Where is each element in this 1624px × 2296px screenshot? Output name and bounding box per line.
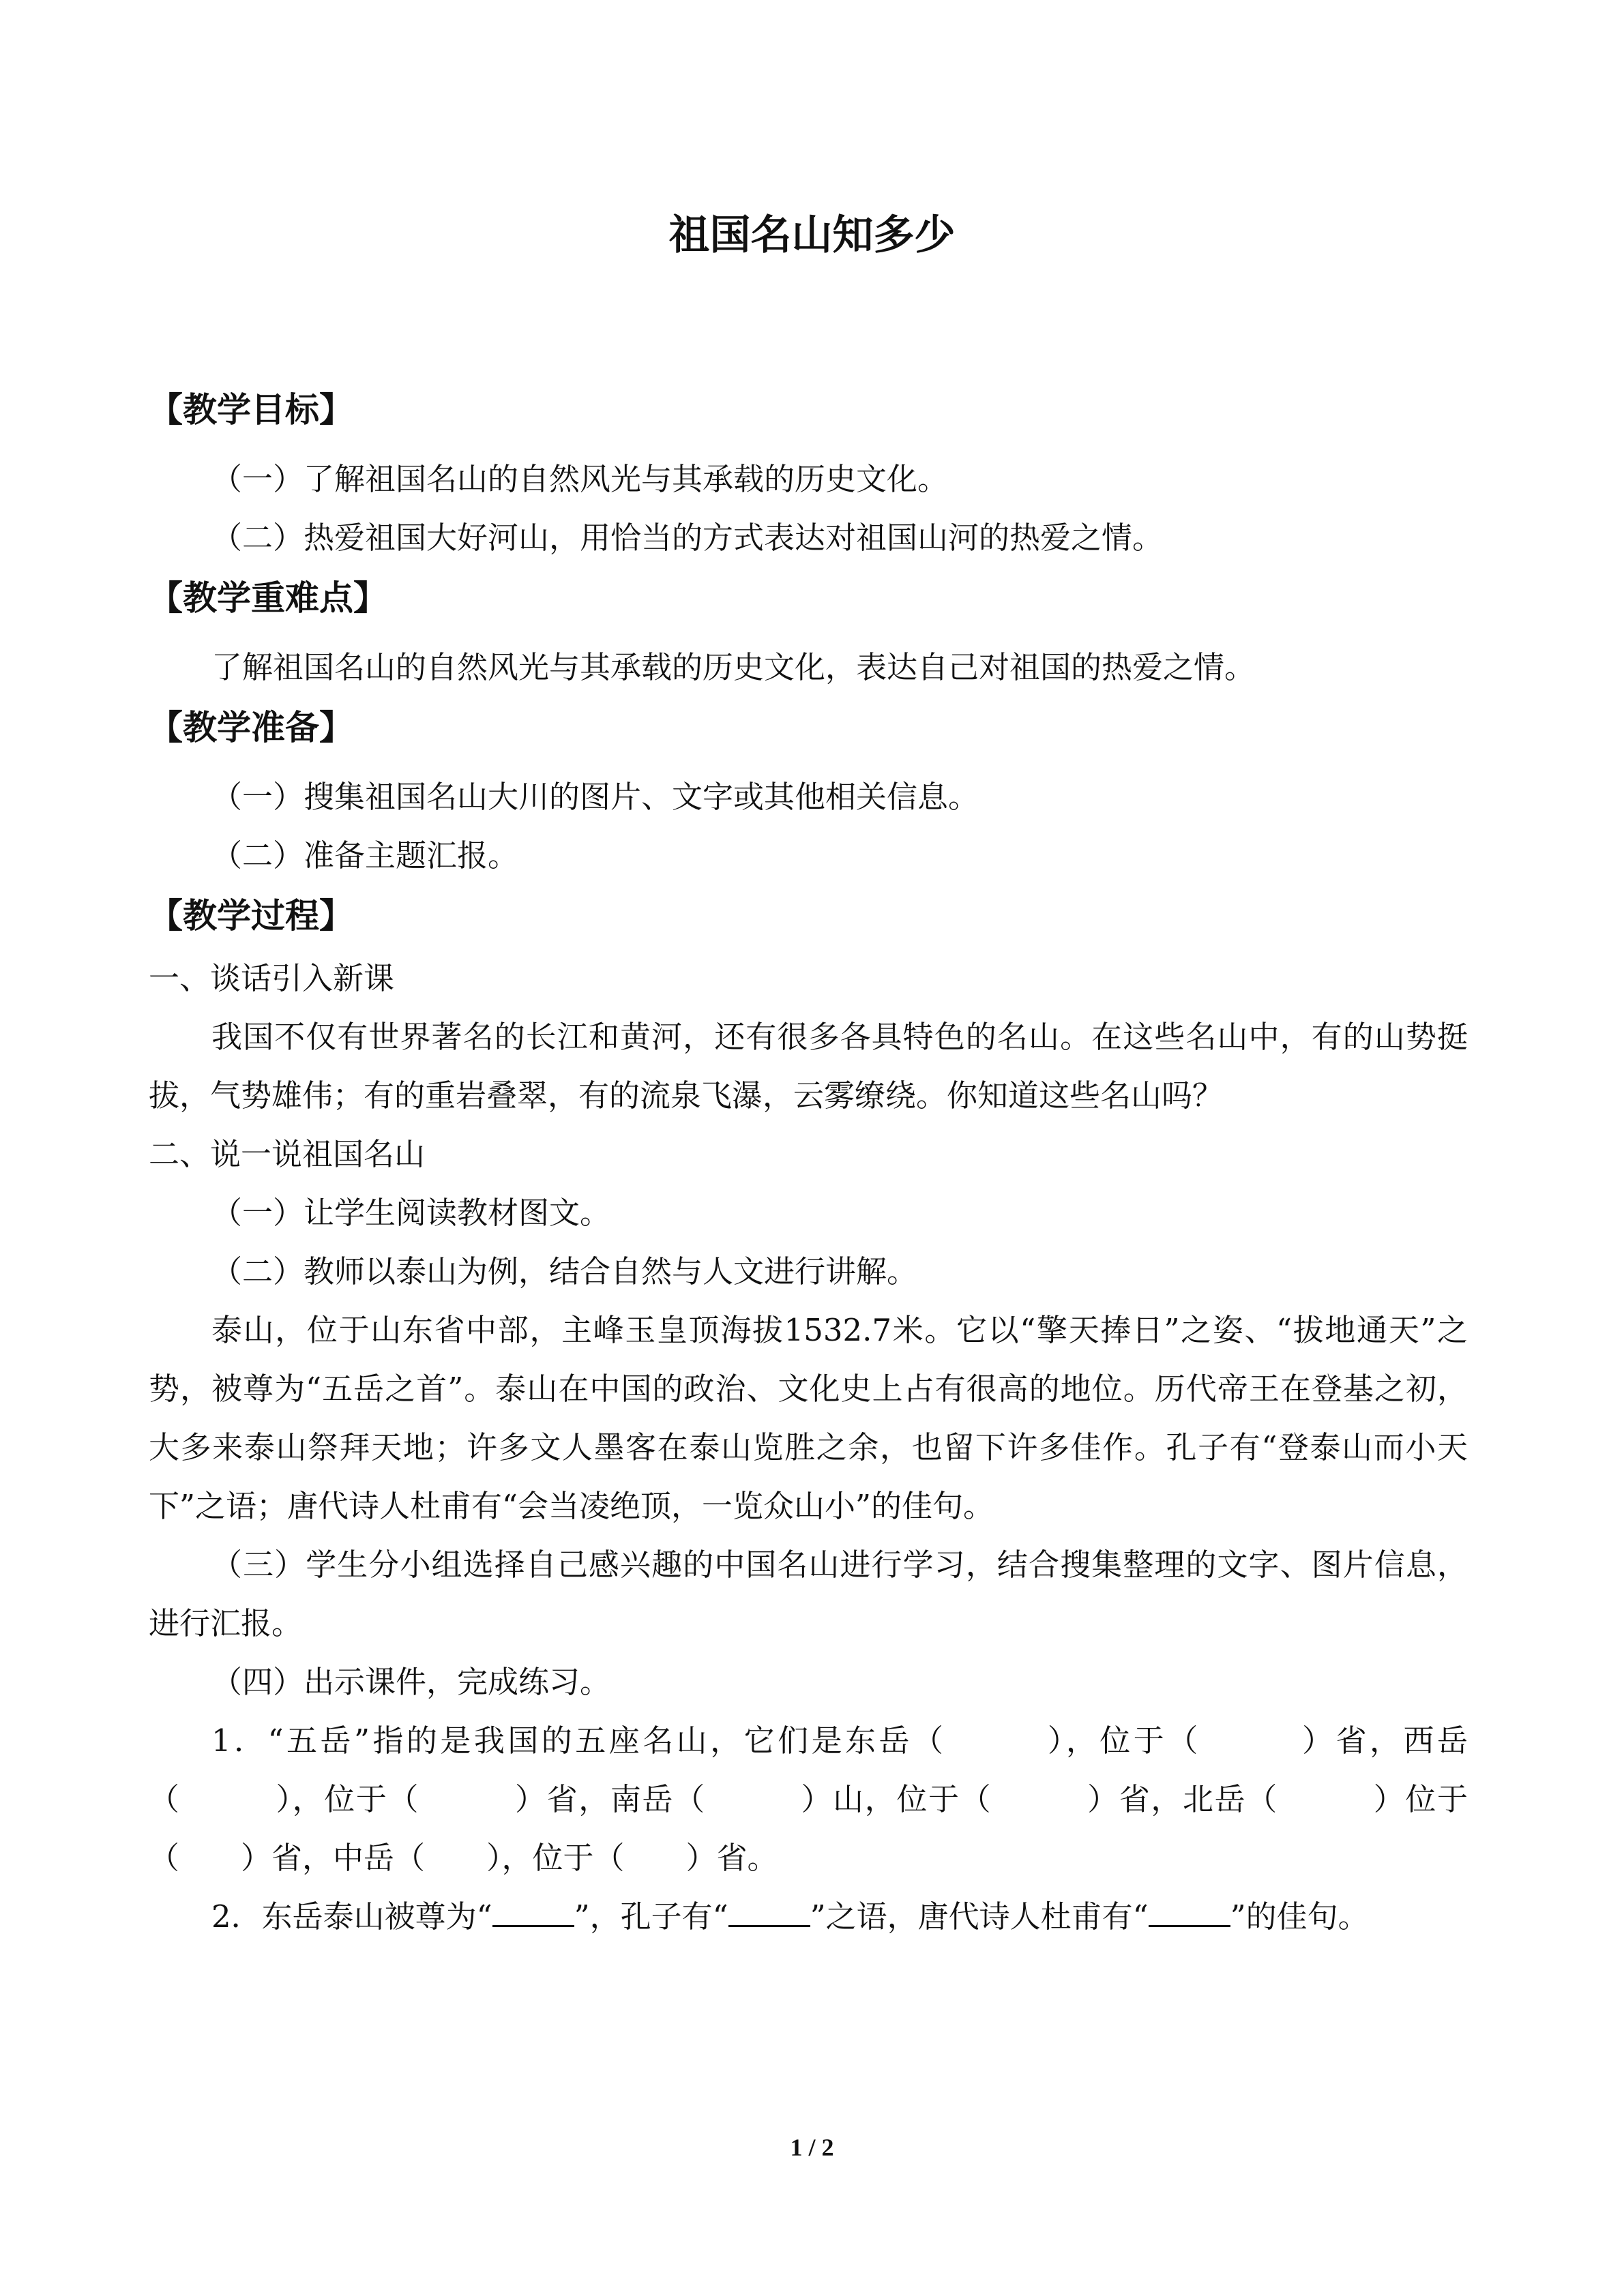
fill-blank-3[interactable] <box>1149 1898 1230 1927</box>
page-title: 祖国名山知多少 <box>668 211 956 259</box>
taishan-text: 泰山，位于山东省中部，主峰玉皇顶海拔1532.7米。它以“擎天捧日”之姿、“拔地通天”之势，被尊为“五岳之首”。泰山在中国的政治、文化史上占有很高的地位。历代帝王在登基之初，大多来泰山祭拜天地；许多文人墨客在泰山览胜之余，也留下许多佳作。孔子有“登泰山而小天下”之语；唐代诗人杜甫有“会当凌绝顶，一览众山小”的佳句。 <box>149 1312 1468 1524</box>
key-points-text: 了解祖国名山的自然风光与其承载的历史文化，表达自己对祖国的热爱之情。 <box>211 649 1256 685</box>
fill-blank-2[interactable] <box>728 1898 810 1927</box>
exercise-2-part-3: ”之语，唐代诗人杜甫有“ <box>810 1898 1149 1935</box>
fill-blank-1[interactable] <box>492 1898 574 1927</box>
process-part2-item-1: （一）让学生阅读教材图文。 <box>211 1195 611 1231</box>
document-body <box>149 379 1468 1946</box>
page-number: 1 / 2 <box>790 2134 834 2161</box>
heading-key-points: 【教学重难点】 <box>149 578 387 618</box>
exercise-2-part-4: ”的佳句。 <box>1230 1898 1369 1935</box>
exercise-2 <box>149 1888 1468 1946</box>
heading-preparation: 【教学准备】 <box>149 708 353 747</box>
prep-item-1: （一）搜集祖国名山大川的图片、文字或其他相关信息。 <box>211 779 979 815</box>
process-part1-title: 一、谈话引入新课 <box>149 960 395 996</box>
process-part1-text: 我国不仅有世界著名的长江和黄河，还有很多各具特色的名山。在这些名山中，有的山势挺拔，气势雄伟；有的重岩叠翠，有的流泉飞瀑，云雾缭绕。你知道这些名山吗？ <box>149 1019 1468 1114</box>
goal-item-2: （二）热爱祖国大好河山，用恰当的方式表达对祖国山河的热爱之情。 <box>211 520 1164 556</box>
process-part2-title: 二、说一说祖国名山 <box>149 1136 426 1172</box>
heading-goals: 【教学目标】 <box>149 390 353 430</box>
prep-item-2: （二）准备主题汇报。 <box>211 837 519 874</box>
exercise-1: 1．“五岳”指的是我国的五座名山，它们是东岳（ ），位于（ ）省，西岳（ ），位于（ ）省，南岳（ ）山，位于（ ）省，北岳（ ）位于（ ）省，中岳（ ），位于（ ）省。 <box>149 1723 1468 1876</box>
exercise-2-part-2: ”，孔子有“ <box>574 1898 728 1935</box>
process-part2-item-2: （二）教师以泰山为例，结合自然与人文进行讲解。 <box>211 1253 918 1289</box>
exercise-2-part-1: 2．东岳泰山被尊为“ <box>211 1898 492 1935</box>
heading-process: 【教学过程】 <box>149 896 353 936</box>
process-item-3: （三）学生分小组选择自己感兴趣的中国名山进行学习，结合搜集整理的文字、图片信息，进行汇报。 <box>149 1547 1468 1641</box>
goal-item-1: （一）了解祖国名山的自然风光与其承载的历史文化。 <box>211 461 949 497</box>
process-item-4: （四）出示课件，完成练习。 <box>211 1664 611 1700</box>
